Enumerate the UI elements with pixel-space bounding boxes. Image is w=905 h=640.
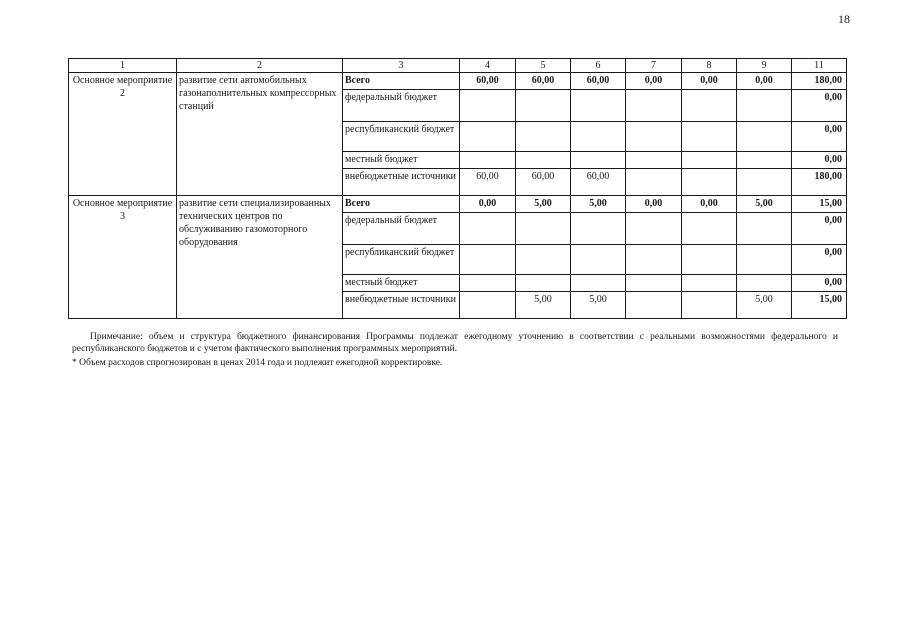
total-value-cell: 180,00 [792, 73, 847, 90]
header-row [69, 59, 847, 73]
value-cell [460, 245, 516, 275]
value-cell [516, 152, 571, 169]
value-cell [626, 275, 682, 292]
value-cell [682, 245, 737, 275]
table-body [69, 59, 847, 319]
column-header: 6 [571, 59, 626, 73]
funding-source-cell: Всего [343, 196, 460, 213]
total-value-cell: 0,00 [792, 122, 847, 152]
value-cell [626, 292, 682, 319]
value-cell [460, 122, 516, 152]
value-cell: 60,00 [516, 73, 571, 90]
column-header: 4 [460, 59, 516, 73]
value-cell [626, 169, 682, 196]
value-cell [571, 245, 626, 275]
value-cell [682, 90, 737, 122]
value-cell [516, 245, 571, 275]
value-cell [737, 152, 792, 169]
total-value-cell: 15,00 [792, 292, 847, 319]
value-cell [460, 90, 516, 122]
page-number: 18 [838, 12, 850, 26]
value-cell [737, 169, 792, 196]
value-cell: 5,00 [571, 292, 626, 319]
total-value-cell: 0,00 [792, 90, 847, 122]
funding-source-cell: республиканский бюджет [343, 122, 460, 152]
value-cell [626, 122, 682, 152]
total-value-cell: 15,00 [792, 196, 847, 213]
funding-source-cell: федеральный бюджет [343, 213, 460, 245]
column-header: 9 [737, 59, 792, 73]
value-cell [460, 152, 516, 169]
value-cell: 5,00 [571, 196, 626, 213]
value-cell [626, 245, 682, 275]
value-cell [737, 122, 792, 152]
event-description-cell: развитие сети специализированных технических центров по обслуживанию газомоторного оборудования [177, 196, 343, 319]
total-value-cell: 0,00 [792, 213, 847, 245]
value-cell [460, 275, 516, 292]
value-cell: 5,00 [737, 196, 792, 213]
value-cell: 60,00 [460, 73, 516, 90]
value-cell [682, 275, 737, 292]
value-cell: 60,00 [571, 73, 626, 90]
value-cell: 5,00 [516, 196, 571, 213]
value-cell [571, 90, 626, 122]
value-cell [682, 122, 737, 152]
funding-source-cell: республиканский бюджет [343, 245, 460, 275]
value-cell [571, 213, 626, 245]
value-cell [682, 292, 737, 319]
funding-source-cell: федеральный бюджет [343, 90, 460, 122]
value-cell [737, 90, 792, 122]
value-cell: 0,00 [682, 73, 737, 90]
column-header: 5 [516, 59, 571, 73]
column-header: 8 [682, 59, 737, 73]
funding-source-cell: Всего [343, 73, 460, 90]
value-cell [626, 152, 682, 169]
column-header: 11 [792, 59, 847, 73]
funding-source-cell: местный бюджет [343, 152, 460, 169]
value-cell [737, 275, 792, 292]
funding-source-cell: местный бюджет [343, 275, 460, 292]
financing-note: Примечание: объем и структура бюджетного финансирования Программы подлежат ежегодному уточнению в соответствии с реальными возможностями федерального и республиканского бюджетов и с учетом фактического выполнения программных мероприятий. [72, 332, 838, 354]
value-cell: 60,00 [571, 169, 626, 196]
value-cell [737, 213, 792, 245]
value-cell [516, 90, 571, 122]
column-header: 1 [69, 59, 177, 73]
value-cell [516, 275, 571, 292]
table-row [69, 73, 847, 90]
value-cell [516, 213, 571, 245]
value-cell: 60,00 [460, 169, 516, 196]
funding-source-cell: внебюджетные источники [343, 292, 460, 319]
value-cell: 0,00 [460, 196, 516, 213]
funding-source-cell: внебюджетные источники [343, 169, 460, 196]
value-cell [626, 213, 682, 245]
value-cell [737, 245, 792, 275]
column-header: 2 [177, 59, 343, 73]
value-cell [460, 213, 516, 245]
value-cell: 0,00 [682, 196, 737, 213]
value-cell [626, 90, 682, 122]
value-cell: 0,00 [626, 196, 682, 213]
value-cell [682, 213, 737, 245]
value-cell: 5,00 [737, 292, 792, 319]
price-footnote: * Объем расходов спрогнозирован в ценах 2014 года и подлежит ежегодной корректировке. [72, 358, 443, 368]
value-cell: 0,00 [737, 73, 792, 90]
table-row [69, 196, 847, 213]
event-name-cell: Основное мероприятие 3 [69, 196, 177, 319]
total-value-cell: 180,00 [792, 169, 847, 196]
total-value-cell: 0,00 [792, 275, 847, 292]
total-value-cell: 0,00 [792, 152, 847, 169]
value-cell: 5,00 [516, 292, 571, 319]
value-cell [571, 122, 626, 152]
value-cell [571, 152, 626, 169]
budget-table [68, 58, 847, 319]
value-cell: 60,00 [516, 169, 571, 196]
value-cell [516, 122, 571, 152]
column-header: 3 [343, 59, 460, 73]
value-cell [571, 275, 626, 292]
value-cell [460, 292, 516, 319]
total-value-cell: 0,00 [792, 245, 847, 275]
value-cell [682, 169, 737, 196]
event-name-cell: Основное мероприятие 2 [69, 73, 177, 196]
event-description-cell: развитие сети автомобильных газонаполнительных компрессорных станций [177, 73, 343, 196]
value-cell: 0,00 [626, 73, 682, 90]
value-cell [682, 152, 737, 169]
column-header: 7 [626, 59, 682, 73]
